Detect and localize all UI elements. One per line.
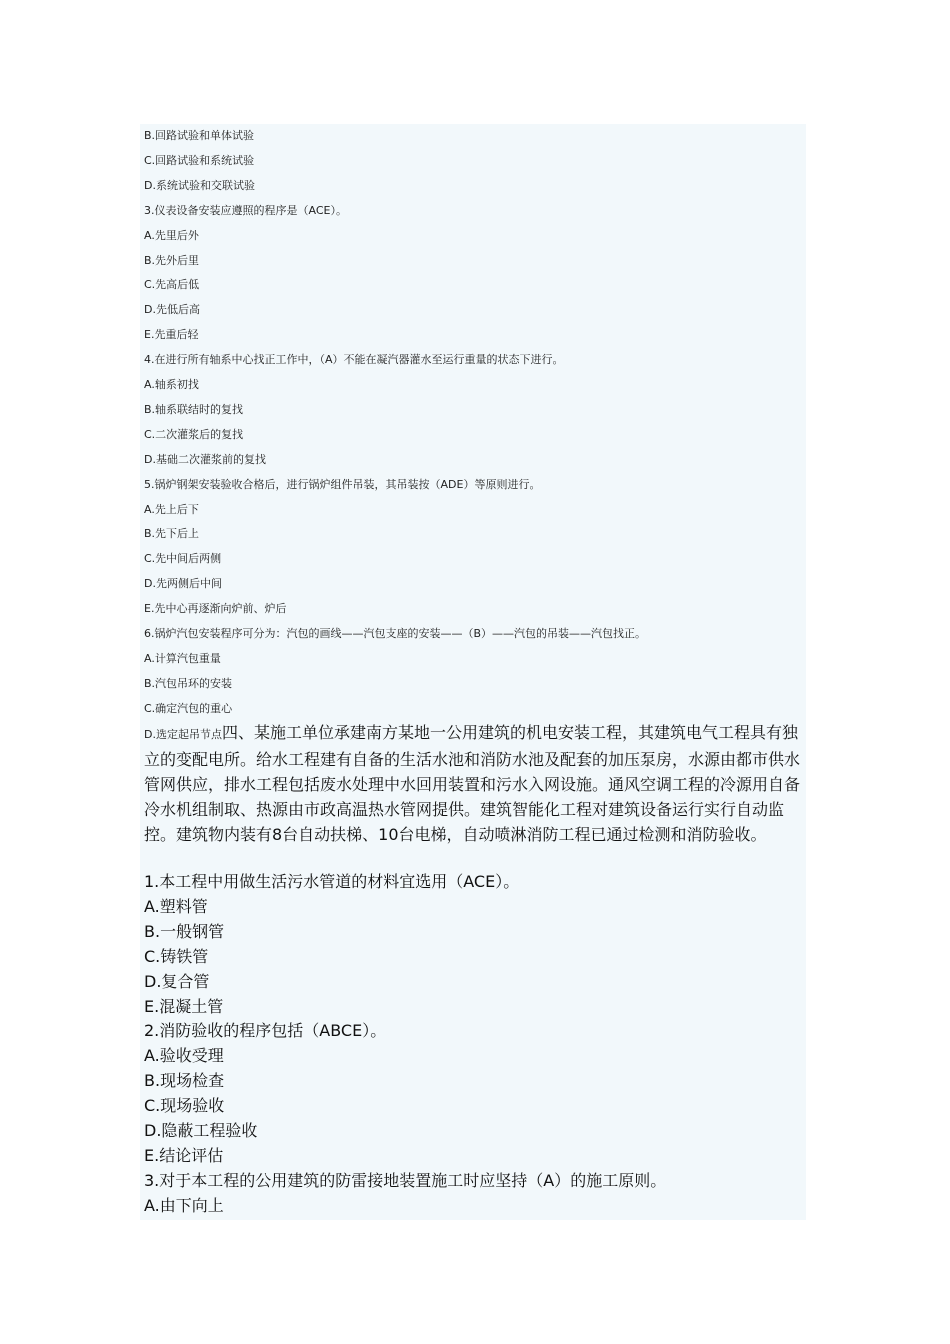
text-line: 6.锅炉汽包安装程序可分为：汽包的画线——汽包支座的安装——（B）——汽包的吊装——汽包找正。 bbox=[144, 627, 647, 640]
text-line: C.二次灌浆后的复找 bbox=[144, 427, 244, 441]
text-line: B.先下后上 bbox=[144, 527, 200, 541]
text-line: E.结论评估 bbox=[144, 1145, 224, 1165]
text-line: C.先中间后两侧 bbox=[144, 552, 222, 566]
text-line: 1.本工程中用做生活污水管道的材料宜选用（ACE）。 bbox=[144, 872, 520, 891]
text-line: A.塑料管 bbox=[144, 896, 208, 916]
text-line: A.计算汽包重量 bbox=[144, 651, 221, 665]
text-line: C.先高后低 bbox=[144, 278, 200, 292]
text-line: 2.消防验收的程序包括（ABCE）。 bbox=[144, 1021, 387, 1041]
question-paragraph bbox=[144, 721, 806, 848]
text-line: D.系统试验和交联试验 bbox=[144, 178, 255, 192]
document-content bbox=[140, 124, 806, 1220]
paragraph-body: 四、某施工单位承建南方某地一公用建筑的机电安装工程，其建筑电气工程具有独立的变配电所。给水工程建有自备的生活水池和消防水池及配套的加压泵房，水源由都市供水管网供应，排水工程包括废水处理中水回用装置和污水入网设施。通风空调工程的冷源用自备冷水机组制取、热源由市政高温热水管网提供。建筑智能化工程对建筑设备运行实行自动监控。建筑物内装有8台自动扶梯、10台电梯，自动喷淋消防工程已通过检测和消防验收。 bbox=[144, 723, 801, 844]
text-line: B.汽包吊环的安装 bbox=[144, 676, 233, 690]
text-line: 4.在进行所有轴系中心找正工作中，（A）不能在凝汽器灌水至运行重量的状态下进行。 bbox=[144, 353, 564, 367]
text-line: 5.锅炉钢架安装验收合格后，进行锅炉组件吊装，其吊装按（ADE）等原则进行。 bbox=[144, 477, 541, 491]
text-line: 3.仪表设备安装应遵照的程序是（ACE）。 bbox=[144, 203, 347, 217]
text-line: E.先重后轻 bbox=[144, 328, 199, 342]
text-line: C.铸铁管 bbox=[144, 946, 209, 966]
text-line: D.基础二次灌浆前的复找 bbox=[144, 452, 266, 466]
text-line: A.由下向上 bbox=[144, 1195, 224, 1215]
text-line: A.先上后下 bbox=[144, 502, 199, 516]
text-line: C.确定汽包的重心 bbox=[144, 701, 233, 715]
text-line: A.验收受理 bbox=[144, 1046, 224, 1066]
text-line: A.先里后外 bbox=[144, 228, 199, 242]
text-line: B.一般钢管 bbox=[144, 921, 225, 941]
text-line: A.轴系初找 bbox=[144, 378, 199, 391]
text-line: B.轴系联结时的复找 bbox=[144, 402, 244, 416]
text-line: D.复合管 bbox=[144, 971, 210, 991]
option-d-lead: D.选定起吊节点 bbox=[144, 728, 222, 741]
text-line: B.回路试验和单体试验 bbox=[144, 129, 255, 142]
text-line: D.隐蔽工程验收 bbox=[144, 1121, 258, 1140]
text-line: B.先外后里 bbox=[144, 253, 200, 267]
text-line: B.现场检查 bbox=[144, 1071, 225, 1091]
text-line: C.回路试验和系统试验 bbox=[144, 153, 255, 167]
text-line: E.混凝土管 bbox=[144, 996, 224, 1016]
text-line: D.先低后高 bbox=[144, 303, 200, 317]
text-line: C.现场验收 bbox=[144, 1096, 225, 1116]
text-line: D.先两侧后中间 bbox=[144, 577, 222, 591]
text-line: E.先中心再逐渐向炉前、炉后 bbox=[144, 602, 287, 616]
text-line: 3.对于本工程的公用建筑的防雷接地装置施工时应坚持（A）的施工原则。 bbox=[144, 1170, 667, 1190]
